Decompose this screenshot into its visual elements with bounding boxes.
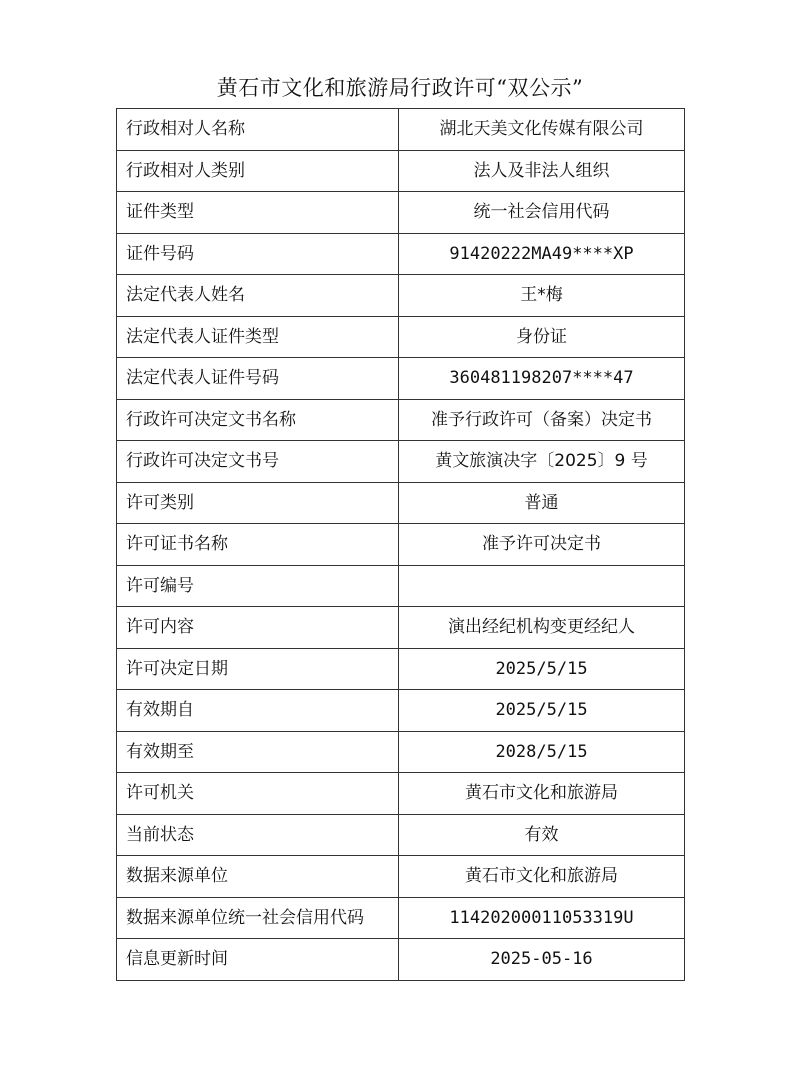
row-value: 黄石市文化和旅游局	[399, 856, 685, 898]
row-value: 准予许可决定书	[399, 524, 685, 566]
row-label: 许可决定日期	[117, 648, 399, 690]
table-row	[117, 233, 685, 275]
table-row	[117, 773, 685, 815]
table-row	[117, 690, 685, 732]
row-label: 许可类别	[117, 482, 399, 524]
table-row	[117, 275, 685, 317]
row-label: 法定代表人姓名	[117, 275, 399, 317]
table-row	[117, 856, 685, 898]
row-label: 证件号码	[117, 233, 399, 275]
table-row	[117, 192, 685, 234]
row-value: 统一社会信用代码	[399, 192, 685, 234]
row-value: 普通	[399, 482, 685, 524]
row-label: 有效期至	[117, 731, 399, 773]
table-row	[117, 648, 685, 690]
row-value: 2025/5/15	[399, 690, 685, 732]
row-label: 许可证书名称	[117, 524, 399, 566]
row-label: 行政许可决定文书号	[117, 441, 399, 483]
table-row	[117, 109, 685, 151]
row-value: 91420222MA49****XP	[399, 233, 685, 275]
row-value: 有效	[399, 814, 685, 856]
row-label: 有效期自	[117, 690, 399, 732]
table-row	[117, 441, 685, 483]
document-title: 黄石市文化和旅游局行政许可“双公示”	[216, 76, 584, 100]
table-row	[117, 731, 685, 773]
table-row	[117, 939, 685, 981]
table-row	[117, 150, 685, 192]
row-label: 法定代表人证件号码	[117, 358, 399, 400]
row-label: 许可机关	[117, 773, 399, 815]
row-label: 许可编号	[117, 565, 399, 607]
row-value: 11420200011053319U	[399, 897, 685, 939]
table-row	[117, 814, 685, 856]
table-row	[117, 897, 685, 939]
row-label: 行政相对人名称	[117, 109, 399, 151]
table-row	[117, 358, 685, 400]
row-label: 许可内容	[117, 607, 399, 649]
row-value: 黄文旅演决字〔2025〕9 号	[399, 441, 685, 483]
row-label: 数据来源单位统一社会信用代码	[117, 897, 399, 939]
row-label: 信息更新时间	[117, 939, 399, 981]
row-value: 王*梅	[399, 275, 685, 317]
row-value: 2025/5/15	[399, 648, 685, 690]
row-value: 法人及非法人组织	[399, 150, 685, 192]
table-row	[117, 565, 685, 607]
row-label: 行政相对人类别	[117, 150, 399, 192]
table-row	[117, 607, 685, 649]
table-row	[117, 399, 685, 441]
table-row	[117, 316, 685, 358]
row-label: 当前状态	[117, 814, 399, 856]
row-value: 360481198207****47	[399, 358, 685, 400]
row-value: 2028/5/15	[399, 731, 685, 773]
disclosure-table	[116, 108, 685, 981]
row-value: 黄石市文化和旅游局	[399, 773, 685, 815]
row-label: 法定代表人证件类型	[117, 316, 399, 358]
row-value: 准予行政许可（备案）决定书	[399, 399, 685, 441]
row-value: 身份证	[399, 316, 685, 358]
row-label: 数据来源单位	[117, 856, 399, 898]
row-value: 2025-05-16	[399, 939, 685, 981]
table-row	[117, 482, 685, 524]
row-label: 证件类型	[117, 192, 399, 234]
row-value: 湖北天美文化传媒有限公司	[399, 109, 685, 151]
row-value: 演出经纪机构变更经纪人	[399, 607, 685, 649]
row-label: 行政许可决定文书名称	[117, 399, 399, 441]
table-row	[117, 524, 685, 566]
row-value	[399, 565, 685, 607]
